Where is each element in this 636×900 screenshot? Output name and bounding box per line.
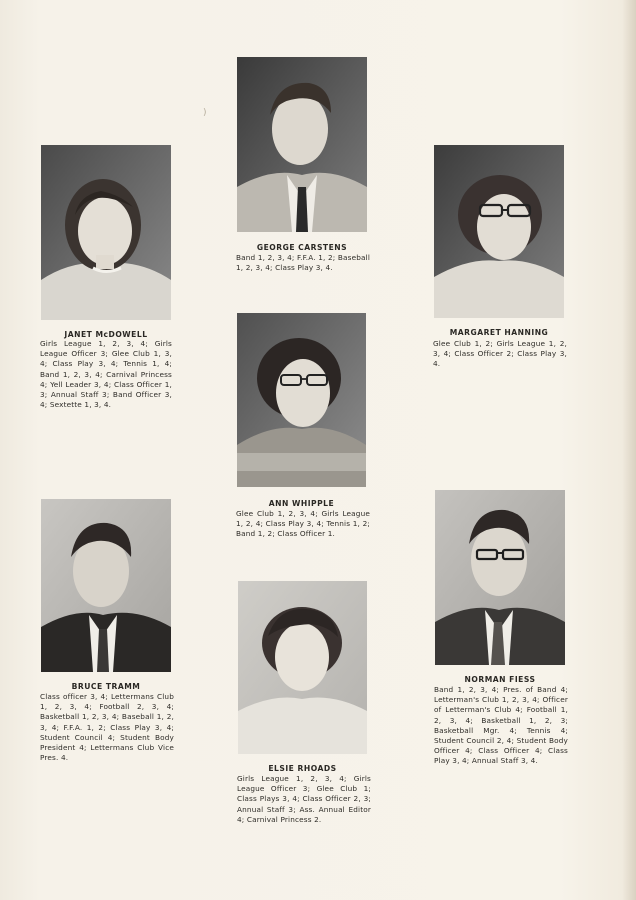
- page-edge-shadow: [622, 0, 636, 900]
- margin-mark: ): [203, 108, 207, 118]
- george-carstens-photo: [237, 57, 367, 232]
- janet-mcdowell-photo: [41, 145, 171, 320]
- ann-whipple-bio: Glee Club 1, 2, 3, 4; Girls League 1, 2, 4; Class Play 3, 4; Tennis 1, 2; Band 1, 2; Class Officer 1.: [236, 509, 370, 539]
- bruce-tramm-bio: Class officer 3, 4; Lettermans Club 1, 2, 3, 4; Football 2, 3, 4; Basketball 1, 2, 3, 4; Baseball 1, 2, 3, 4; F.F.A. 1, 2; Class Play 3, 4; Student Council 4; Student Body President 4; Lettermans Club Vice Pres. 4.: [40, 692, 174, 763]
- janet-mcdowell-bio: Girls League 1, 2, 3, 4; Girls League Officer 3; Glee Club 1, 3, 4; Class Play 3, 4; Tennis 1, 4; Band 1, 2, 3, 4; Carnival Princess 4; Yell Leader 3, 4; Class Officer 1, 3; Annual Staff 3; Band Officer 3, 4; Sextette 1, 3, 4.: [40, 339, 172, 410]
- elsie-rhoads-bio: Girls League 1, 2, 3, 4; Girls League Officer 3; Glee Club 1; Class Plays 3, 4; Class Officer 2, 3; Annual Staff 3; Ass. Annual Editor 4; Carnival Princess 2.: [237, 774, 371, 824]
- norman-fiess-name: NORMAN FIESS: [464, 675, 536, 684]
- norman-fiess-photo: [435, 490, 565, 665]
- george-carstens-name: GEORGE CARSTENS: [256, 243, 348, 252]
- margaret-hanning-name: MARGARET HANNING: [449, 328, 549, 337]
- elsie-rhoads-name: ELSIE RHOADS: [268, 764, 337, 773]
- norman-fiess-bio: Band 1, 2, 3, 4; Pres. of Band 4; Letterman's Club 1, 2, 3, 4; Officer of Letterman's Club 4; Football 1, 2, 3, 4; Basketball 1, 2, 3; Basketball Mgr. 4; Tennis 4; Student Council 2, 4; Student Body Officer 4; Class Officer 4; Class Play 3, 4; Annual Staff 3, 4.: [434, 685, 568, 766]
- janet-mcdowell-name: JANET McDOWELL: [64, 330, 148, 339]
- elsie-rhoads-photo: [238, 581, 367, 754]
- margaret-hanning-photo: [434, 145, 564, 318]
- ann-whipple-photo: [237, 313, 366, 487]
- bruce-tramm-name: BRUCE TRAMM: [71, 682, 141, 691]
- ann-whipple-name: ANN WHIPPLE: [268, 499, 335, 508]
- george-carstens-bio: Band 1, 2, 3, 4; F.F.A. 1, 2; Baseball 1, 2, 3, 4; Class Play 3, 4.: [236, 253, 370, 273]
- bruce-tramm-photo: [41, 499, 171, 672]
- margaret-hanning-bio: Glee Club 1, 2; Girls League 1, 2, 3, 4; Class Officer 2; Class Play 3, 4.: [433, 339, 567, 369]
